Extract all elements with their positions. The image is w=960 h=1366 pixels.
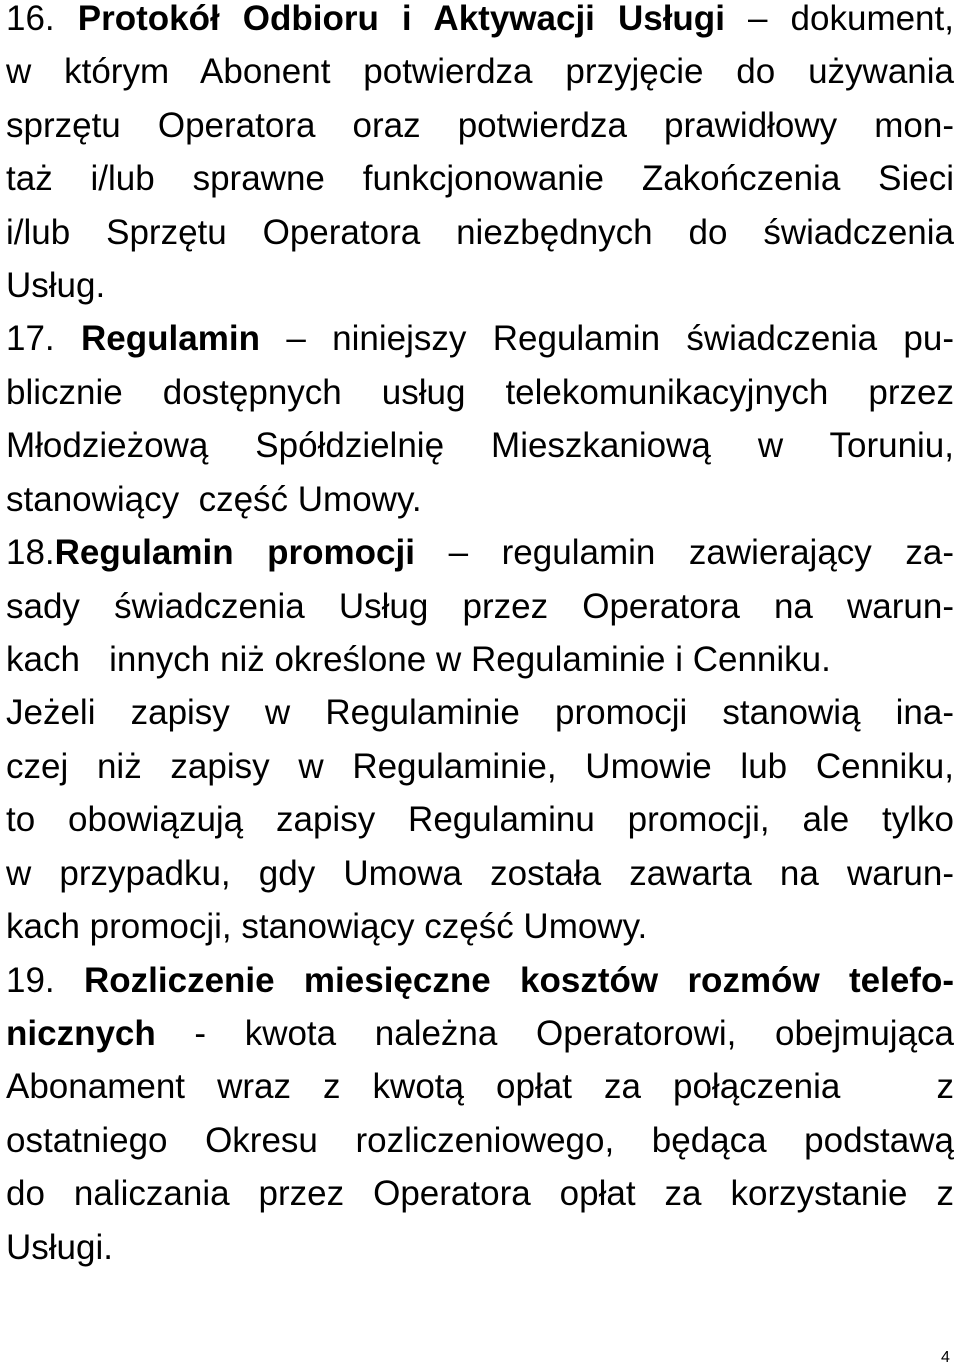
definition-16-line-2 [6,45,954,99]
definition-text: Abonament wraz z kwotą opłat za połączenia z [6,1067,954,1106]
definition-19-line-4 [6,1114,954,1168]
definition-16-line-5 [6,206,954,260]
definition-text: kach promocji, stanowiący część Umowy. [6,907,648,946]
definition-text: Młodzieżową Spółdzielnię Mieszkaniową w Toruniu, [6,426,954,465]
definition-18-line-5 [6,740,954,794]
definition-19-line-3 [6,1060,954,1114]
definition-term: Regulamin promocji [54,533,415,572]
definition-text: kach innych niż określone w Regulaminie i Cenniku. [6,640,831,679]
definition-text: stanowiący część Umowy. [6,480,422,519]
definition-text: regulamin zawierający za- [468,533,954,572]
definition-text: i/lub Sprzętu Operatora niezbędnych do świadczenia [6,213,954,252]
dash: – [286,319,306,358]
page-number: 4 [941,1349,950,1366]
definition-number: 19. [6,961,55,1000]
definition-text: sady świadczenia Usług przez Operatora na warun- [6,587,954,626]
definition-18-line-7 [6,847,954,901]
definition-text: w którym Abonent potwierdza przyjęcie do używania [6,52,954,91]
definition-18-line-4 [6,686,954,740]
definition-text: w przypadku, gdy Umowa została zawarta na warun- [6,854,954,893]
definition-text: dokument, [767,0,954,38]
definition-16-line-6 [6,259,954,313]
definition-number: 18. [6,533,55,572]
definition-text: Usługi. [6,1228,113,1267]
definition-text: - kwota należna Operatorowi, obejmująca [155,1014,954,1053]
definition-text: taż i/lub sprawne funkcjonowanie Zakończenia Sieci [6,159,954,198]
definition-17-line-3 [6,419,954,473]
definition-16-line-3 [6,99,954,153]
definition-19-line-5 [6,1167,954,1221]
definition-text: Jeżeli zapisy w Regulaminie promocji stanowią ina- [6,693,954,732]
definition-term: Rozliczenie miesięczne kosztów rozmów telefo- [84,961,954,1000]
dash: – [448,533,469,572]
definition-term-continued: nicznych [6,1014,156,1053]
definition-16-line-4 [6,152,954,206]
definition-number: 17. [6,319,55,358]
definition-17-line-1 [6,312,954,366]
definition-text: czej niż zapisy w Regulaminie, Umowie lub Cenniku, [6,747,954,786]
definition-18-line-2 [6,580,954,634]
definition-text: sprzętu Operatora oraz potwierdza prawidłowy mon- [6,106,954,145]
definition-text: blicznie dostępnych usług telekomunikacyjnych przez [6,373,954,412]
definition-number: 16. [6,0,55,38]
definition-16-line-1 [6,0,954,46]
definition-19-line-2 [6,1007,954,1061]
definition-19-line-1 [6,954,954,1008]
definition-term: Protokół Odbioru i Aktywacji Usługi [77,0,725,38]
definition-term: Regulamin [81,319,260,358]
definition-text: niniejszy Regulamin świadczenia pu- [305,319,955,358]
definition-text: Usług. [6,266,106,305]
definition-18-line-8 [6,900,954,954]
definition-18-line-3 [6,633,954,687]
definition-19-line-6 [6,1221,954,1275]
dash: – [748,0,768,38]
definition-text: ostatniego Okresu rozliczeniowego, będąca podstawą [6,1121,954,1160]
definition-18-line-1 [6,526,954,580]
definition-18-line-6 [6,793,954,847]
definition-text: do naliczania przez Operatora opłat za korzystanie z [6,1174,954,1213]
definition-17-line-2 [6,366,954,420]
definition-17-line-4 [6,473,954,527]
definition-text: to obowiązują zapisy Regulaminu promocji, ale tylko [6,800,954,839]
